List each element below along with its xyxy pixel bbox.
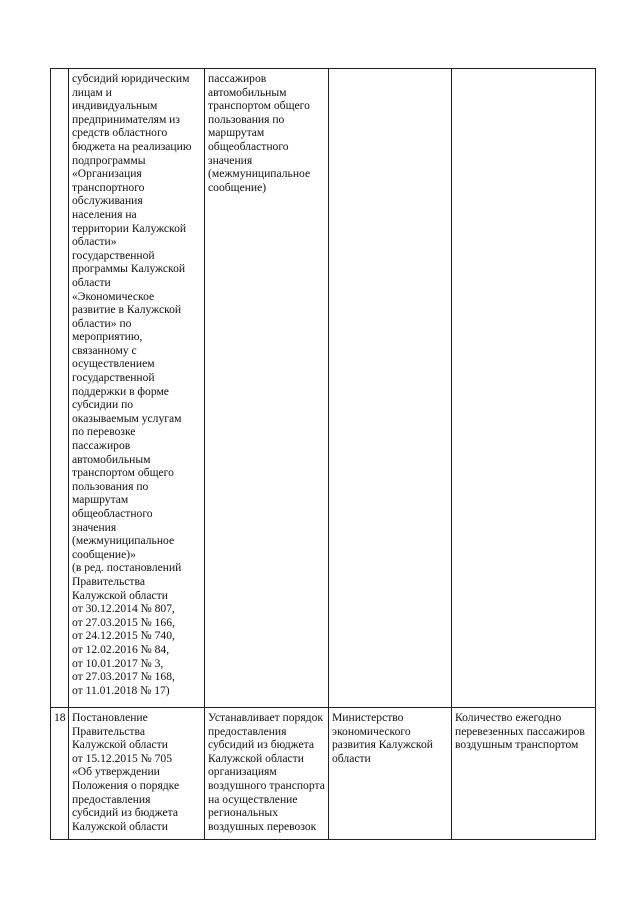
- content-cell: [205, 708, 329, 840]
- table-row: [51, 69, 596, 708]
- executor-cell: [329, 708, 452, 840]
- indicator-text: Количество ежегодно перевезенных пассажиров воздушным транспортом: [455, 711, 585, 752]
- row-number: 18: [54, 711, 66, 724]
- executor-text: Министерство экономического развития Калужской области: [332, 711, 433, 765]
- document-table: [50, 68, 596, 840]
- legal-act-text: субсидий юридическим лицам и индивидуальным предпринимателям из средств областного бюджета на реализацию подпрограммы «Организация транспортного обслуживания населения на территории Калужской области» государственной программы Калужской области «Экономическое развитие в Калужской области» по мероприятию, связанному с осуществлением государственной поддержки в форме субсидии по оказываемым услугам по перевозке пассажиров автомобильным транспортом общего пользования по маршрутам общеобластного значения (межмуниципальное сообщение)» (в ред. постановлений Правительства Калужской области от 30.12.2014 № 807, от 27.03.2015 № 166, от 24.12.2015 № 740, от 12.02.2016 № 84, от 10.01.2017 № 3, от 27.03.2017 № 168, от 11.01.2018 № 17): [72, 72, 192, 697]
- content-text: Устанавливает порядок предоставления субсидий из бюджета Калужской области организациям воздушного транспорта на осуществление региональных воздушных перевозок: [208, 711, 325, 833]
- content-cell: [205, 69, 329, 708]
- row-number-cell: [51, 69, 69, 708]
- legal-act-text: Постановление Правительства Калужской области от 15.12.2015 № 705 «Об утверждении Положения о порядке предоставления субсидий из бюджета Калужской области: [72, 711, 180, 833]
- row-number-cell: [51, 708, 69, 840]
- executor-cell: [329, 69, 452, 708]
- indicator-cell: [452, 708, 596, 840]
- legal-act-cell: [69, 708, 205, 840]
- legal-act-cell: [69, 69, 205, 708]
- indicator-cell: [452, 69, 596, 708]
- table-row: [51, 708, 596, 840]
- content-text: пассажиров автомобильным транспортом общего пользования по маршрутам общеобластного значения (межмуниципальное сообщение): [208, 72, 311, 194]
